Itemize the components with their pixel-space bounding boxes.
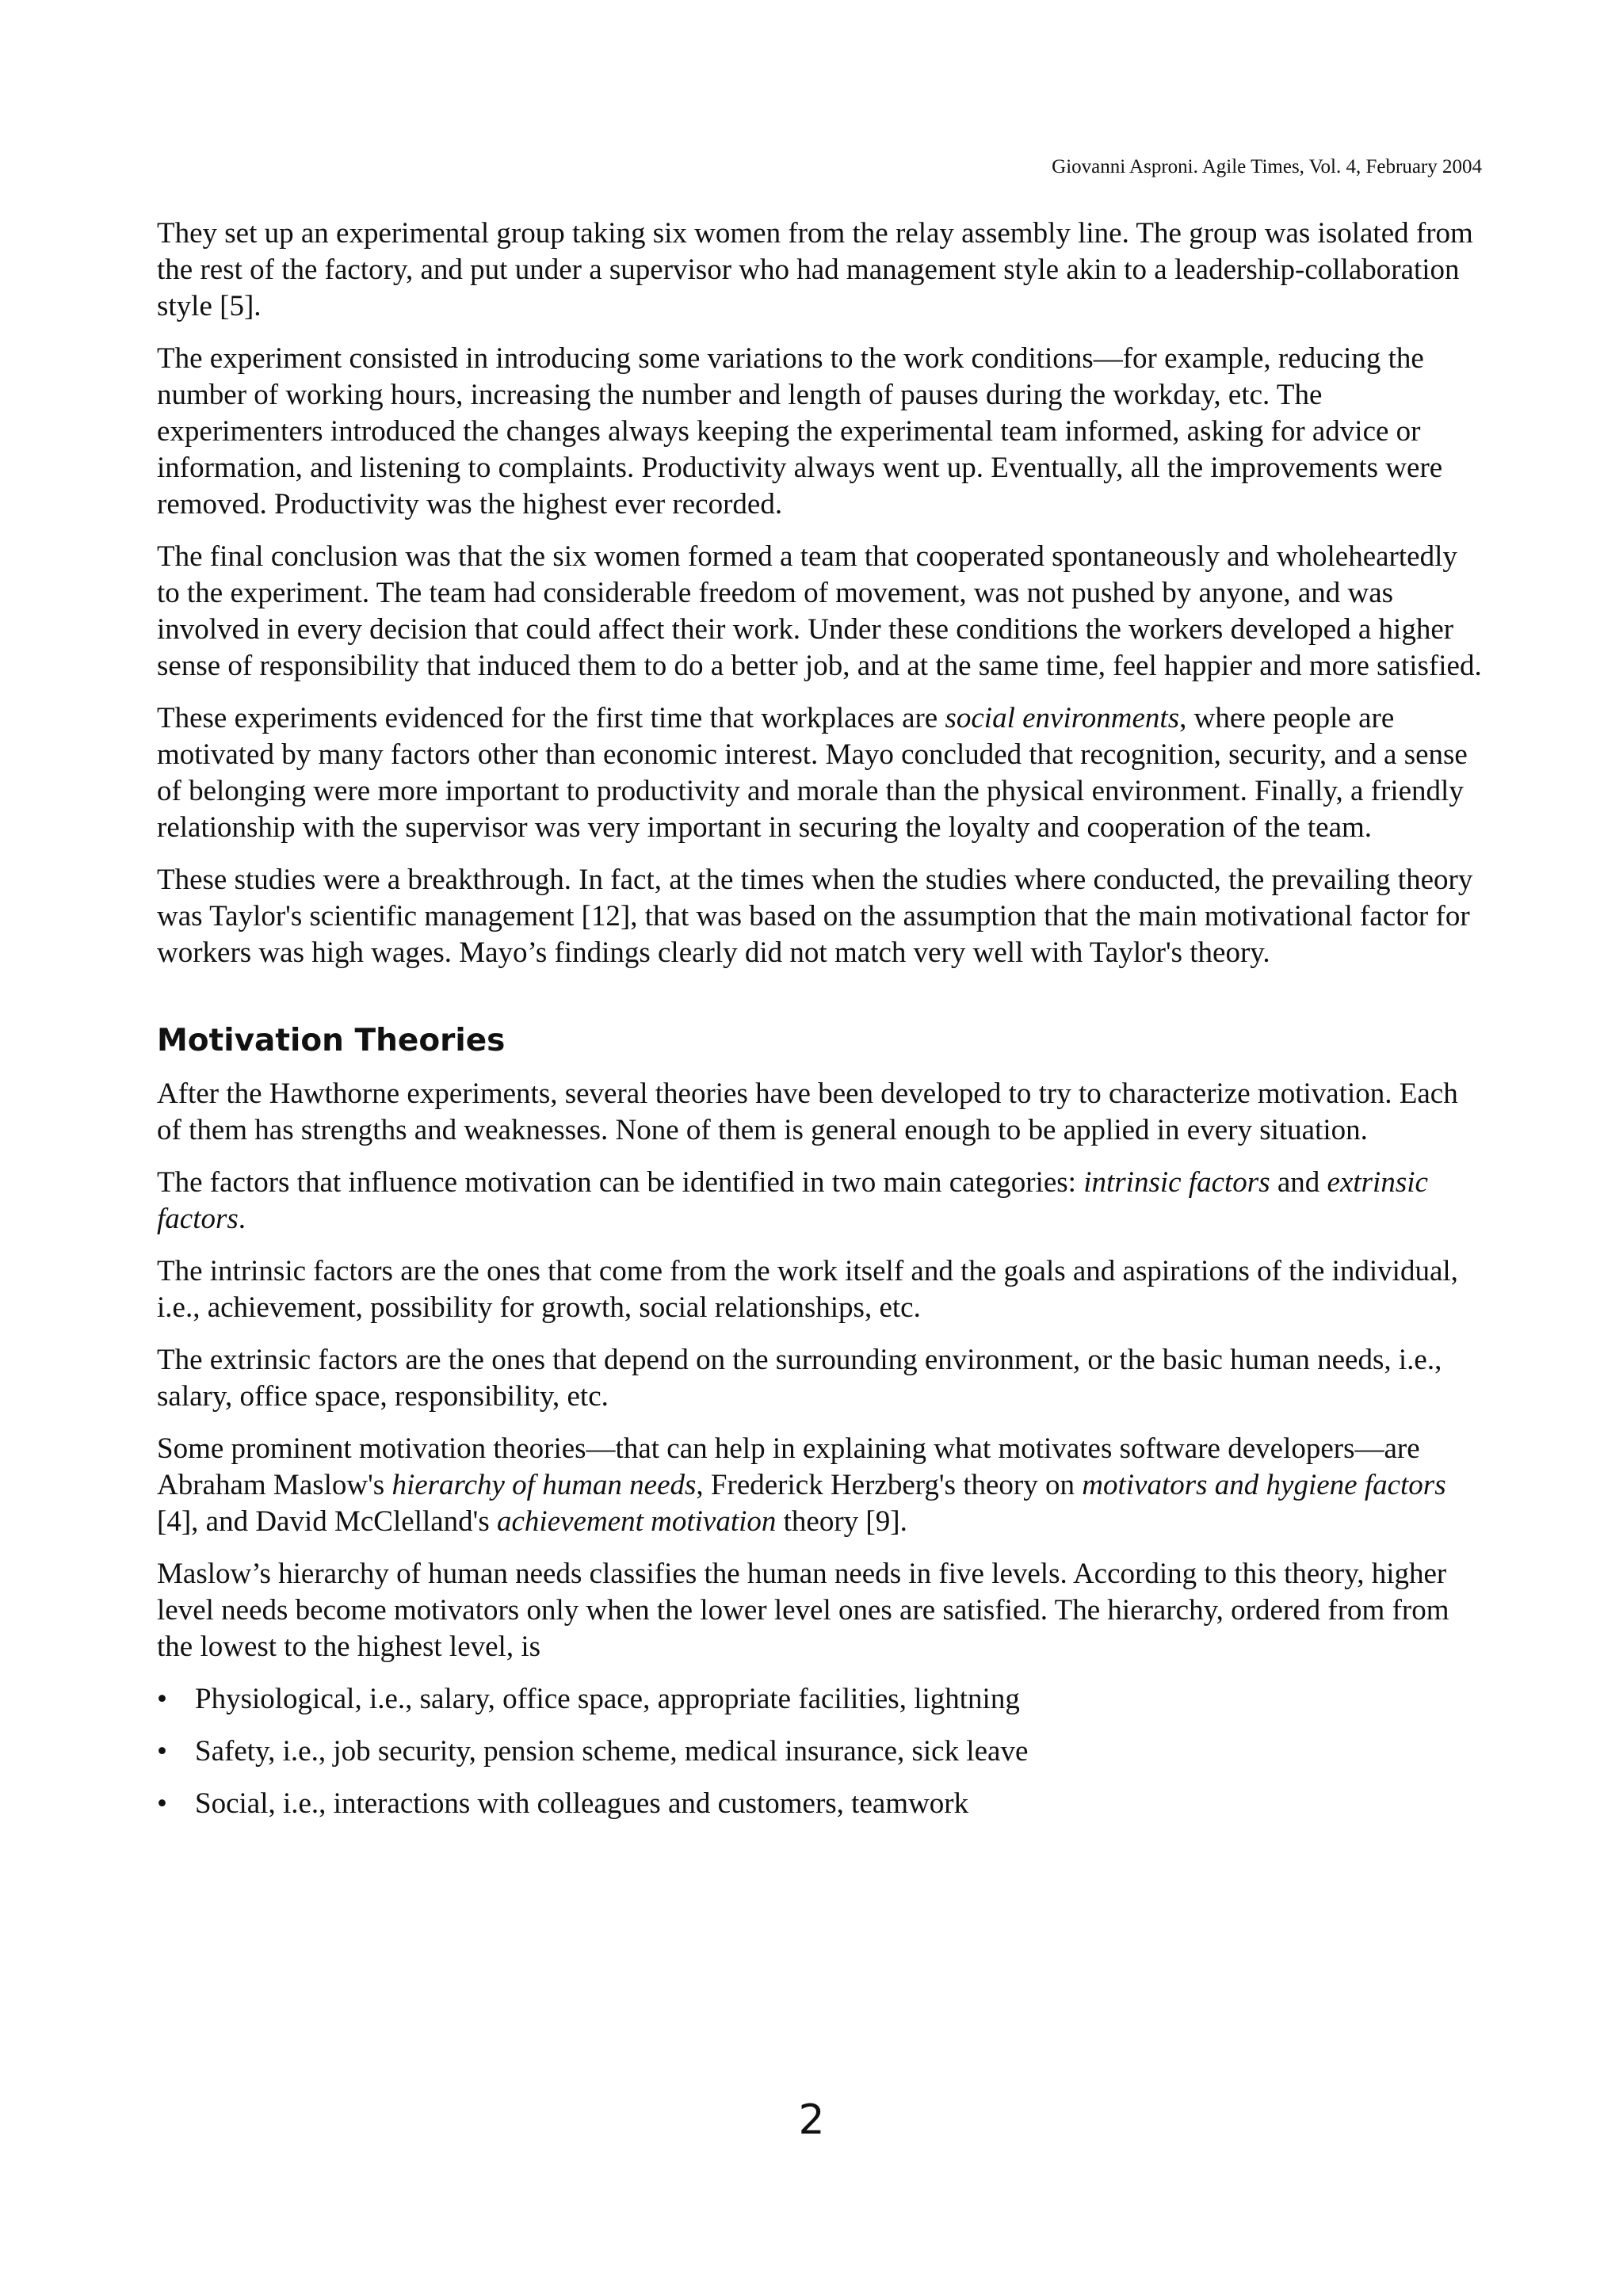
paragraph (157, 1165, 1482, 1238)
italic-text: achievement motivation (497, 1505, 777, 1538)
paragraph (157, 862, 1482, 971)
paragraph (157, 1556, 1482, 1665)
text-run: The final conclusion was that the six women formed a team that cooperated spontaneously and wholeheartedly to the experiment. The team had considerable freedom of movement, was not pushed by anyone, and was involved in every decision that could affect their work. Under these conditions the workers developed a higher sense of responsibility that induced them to do a better job, and at the same time, feel happier and more satisfied. (157, 540, 1482, 682)
top-paragraphs (157, 215, 1482, 971)
text-run: The intrinsic factors are the ones that come from the work itself and the goals and aspirations of the individual, i.e., achievement, possibility for growth, social relationships, etc. (157, 1255, 1458, 1324)
text-run: They set up an experimental group taking six women from the relay assembly line. The group was isolated from the rest of the factory, and put under a supervisor who had management style akin to a leadership-collaboration style [5]. (157, 217, 1473, 322)
italic-text: intrinsic factors (1083, 1166, 1270, 1199)
list-item-text: Safety, i.e., job security, pension scheme, medical insurance, sick leave (195, 1735, 1029, 1768)
text-run: These experiments evidenced for the first time that workplaces are (157, 702, 945, 734)
body-content (157, 215, 1482, 1838)
paragraph (157, 1253, 1482, 1326)
paragraph (157, 539, 1482, 685)
text-run: These studies were a breakthrough. In fact, at the times when the studies where conducted, the prevailing theory was Taylor's scientific management [12], that was based on the assumption that the main motivational factor for workers was high wages. Mayo’s findings clearly did not match very well with Taylor's theory. (157, 864, 1473, 969)
list-item-text: Physiological, i.e., salary, office space, appropriate facilities, lightning (195, 1683, 1020, 1715)
text-run: theory [9]. (776, 1505, 907, 1538)
paragraph (157, 1431, 1482, 1540)
paragraph (157, 700, 1482, 846)
italic-text: extrinsic factors (157, 1166, 1428, 1235)
bullet-icon: • (157, 1735, 167, 1768)
list-item (157, 1681, 1482, 1718)
text-run: The experiment consisted in introducing some variations to the work conditions—for example, reducing the number of working hours, increasing the number and length of pauses during the workday, etc. The experimenters introduced the changes always keeping the experimental team informed, asking for advice or information, and listening to complaints. Productivity always went up. Eventually, all the improvements were removed. Productivity was the highest ever recorded. (157, 342, 1443, 521)
text-run: and (1270, 1166, 1327, 1199)
italic-text: hierarchy of human needs (391, 1469, 697, 1501)
paragraph (157, 215, 1482, 325)
bullet-icon: • (157, 1683, 167, 1715)
section-heading: Motivation Theories (157, 1023, 506, 1058)
bullet-icon: • (157, 1787, 167, 1820)
italic-text: motivators and hygiene factors (1082, 1469, 1446, 1501)
list-item (157, 1786, 1482, 1822)
italic-text: social environments (945, 702, 1180, 734)
text-run: [4], and David McClelland's (157, 1505, 497, 1538)
text-run: The extrinsic factors are the ones that depend on the surrounding environment, or the basic human needs, i.e., salary, office space, responsibility, etc. (157, 1344, 1442, 1413)
bullet-list (157, 1681, 1482, 1822)
paragraph (157, 341, 1482, 523)
text-run: Maslow’s hierarchy of human needs classifies the human needs in five levels. According to this theory, higher level needs become motivators only when the lower level ones are satisfied. The hierarchy, ordered from from the lowest to the highest level, is (157, 1558, 1449, 1663)
paragraph (157, 1076, 1482, 1149)
text-run: . (238, 1203, 246, 1235)
section-paragraphs (157, 1076, 1482, 1665)
paragraph (157, 1342, 1482, 1415)
text-run: After the Hawthorne experiments, several theories have been developed to try to characterize motivation. Each of them has strengths and weaknesses. None of them is general enough to be applied in every situation. (157, 1077, 1458, 1146)
list-item (157, 1733, 1482, 1770)
page-number: 2 (798, 2096, 825, 2144)
running-header: Giovanni Asproni. Agile Times, Vol. 4, February 2004 (1052, 156, 1482, 177)
text-run: The factors that influence motivation can be identified in two main categories: (157, 1166, 1084, 1199)
text-run: , Frederick Herzberg's theory on (696, 1469, 1083, 1501)
text-run: Some prominent motivation theories—that can help in explaining what motivates software developers—are Abraham Maslow's (157, 1432, 1420, 1501)
list-item-text: Social, i.e., interactions with colleagues and customers, teamwork (195, 1787, 969, 1820)
text-run: , where people are motivated by many factors other than economic interest. Mayo concluded that recognition, security, and a sense of belonging were more important to productivity and morale than the physical environment. Finally, a friendly relationship with the supervisor was very important in securing the loyalty and cooperation of the team. (157, 702, 1468, 844)
